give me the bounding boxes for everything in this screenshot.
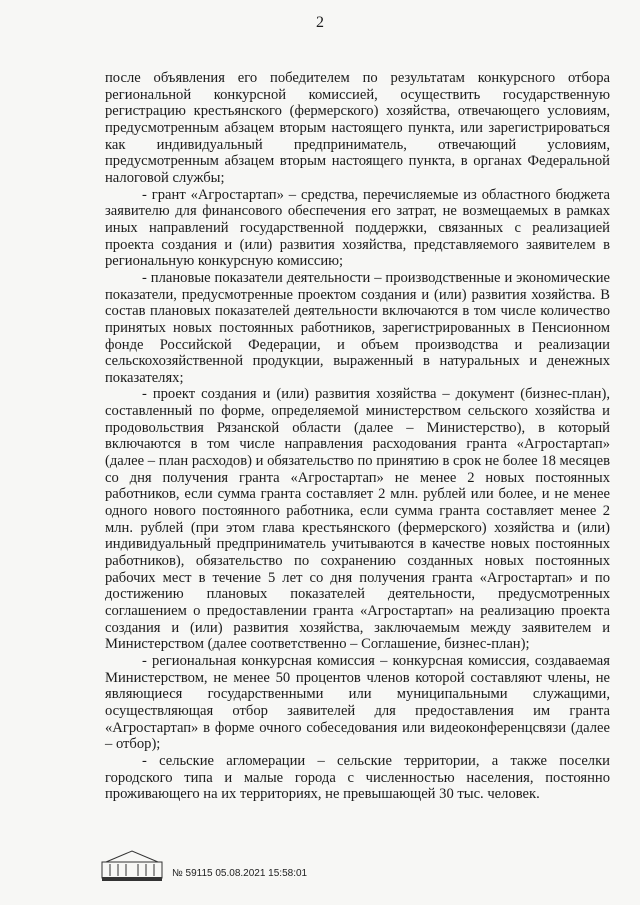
document-footer	[100, 848, 420, 888]
page-number: 2	[316, 14, 324, 31]
paragraph-grant-definition: - грант «Агростартап» – средства, перечисляемые из областного бюджета заявителю для финансового обеспечения его затрат, не возмещаемых в рамках иных направлений государственной поддержки, связанных с реализацией проекта создания и (или) развития хозяйства, представляемого заявителем в региональную конкурсную комиссию;	[105, 186, 610, 270]
paragraph-rural-agglomerations: - сельские агломерации – сельские территории, а также поселки городского типа и малые города с численностью населения, постоянно проживающего на их территориях, не превышающей 30 тыс. человек.	[105, 752, 610, 803]
paragraph-regional-commission: - региональная конкурсная комиссия – конкурсная комиссия, создаваемая Министерством, не менее 50 процентов членов которой составляют члены, не являющиеся государственными или муниципальными служащими, осуществляющая отбор заявителей для предоставления им гранта «Агростартап» в форме очного собеседования или видеоконференцсвязи (далее – отбор);	[105, 652, 610, 753]
paragraph-1: после объявления его победителем по результатам конкурсного отбора региональной конкурсной комиссией, осуществить государственную регистрацию крестьянского (фермерского) хозяйства, отвечающего условиям, предусмотренным абзацем вторым настоящего пункта, или зарегистрироваться как индивидуальный предприниматель, отвечающий условиям, предусмотренным абзацем вторым настоящего пункта, в органах Федеральной налоговой службы;	[105, 70, 610, 186]
paragraph-business-plan: - проект создания и (или) развития хозяйства – документ (бизнес-план), составленный по форме, определяемой министерством сельского хозяйства и продовольствия Рязанской области (далее – Министерство), в который включаются в том числе направления расходования гранта «Агростартап» (далее – план расходов) и обязательство по принятию в срок не более 18 месяцев со дня получения гранта «Агростартап» не менее 2 новых постоянных работников, если сумма гранта составляет 2 млн. рублей или более, и не менее одного нового постоянного работника, если сумма гранта составляет менее 2 млн. рублей (при этом глава крестьянского (фермерского) хозяйства и (или) индивидуальный предприниматель учитываются в качестве новых постоянных работников), обязательство по сохранению созданных новых постоянных рабочих мест в течение 5 лет со дня получения гранта «Агростартап» и по достижению плановых показателей деятельности, предусмотренных соглашением о предоставлении гранта «Агростартап» на реализацию проекта создания и (или) развития хозяйства, заключаемым между заявителем и Министерством (далее соответственно – Соглашение, бизнес-план);	[105, 386, 610, 653]
paragraph-planned-indicators: - плановые показатели деятельности – производственные и экономические показатели, предусмотренные проектом создания и (или) развития хозяйства. В состав плановых показателей деятельности включаются в том числе количество принятых новых постоянных работников, зарегистрированных в Пенсионном фонде Российской Федерации, и объем производства и реализации сельскохозяйственной продукции, выраженный в натуральных и денежных показателях;	[105, 269, 610, 386]
document-body	[105, 70, 610, 803]
registration-stamp: № 59115 05.08.2021 15:58:01	[172, 868, 308, 879]
government-seal-icon	[100, 848, 164, 882]
